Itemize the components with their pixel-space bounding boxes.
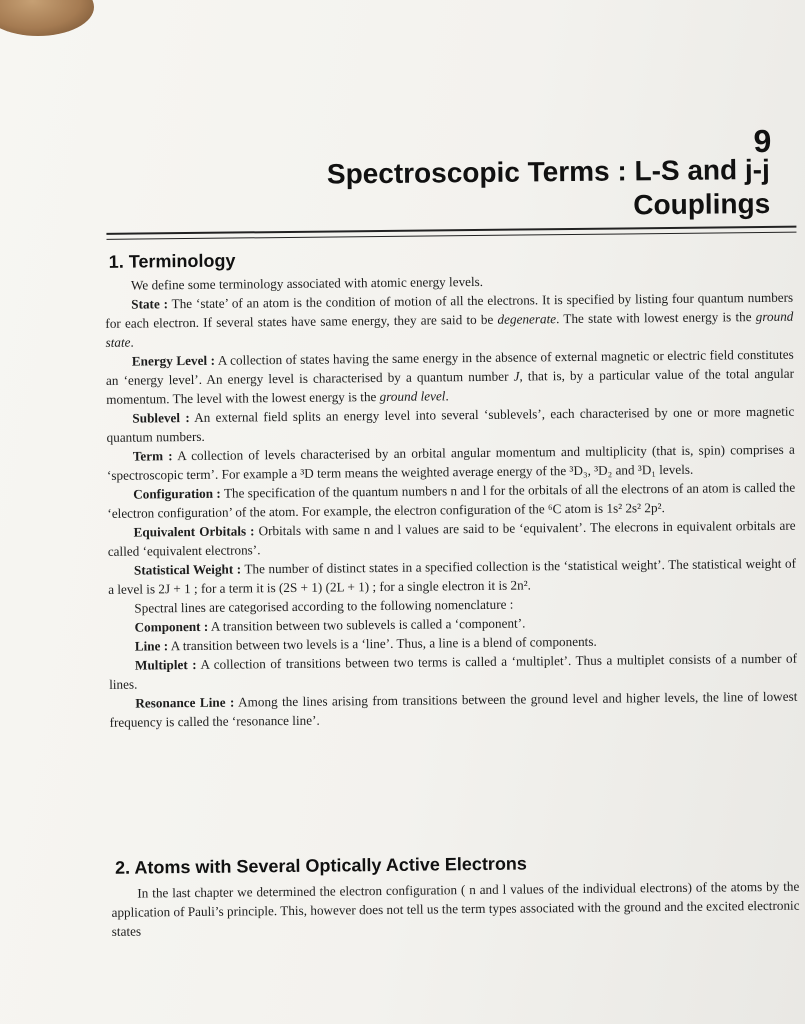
entry-term: Multiplet : — [134, 656, 197, 673]
entry-text: A transition between two sublevels is called a ‘component’. — [208, 615, 526, 634]
entry-text-end: . — [445, 388, 449, 404]
entry-text: A transition between two levels is a ‘line’. Thus, a line is a blend of components. — [168, 633, 597, 654]
entry-term: Component : — [134, 618, 209, 635]
nomenclature-resonance-line — [109, 687, 797, 732]
entry-emphasis-2: ground level — [379, 388, 446, 405]
entry-term: Term : — [132, 448, 173, 464]
book-page — [92, 0, 803, 1024]
section-2-heading: 2. Atoms with Several Optically Active Electrons — [114, 853, 527, 878]
entry-text: A collection of transitions between two terms is called a ‘multiplet’. Thus a multiplet consists of a number of lines. — [109, 650, 798, 692]
entry-term: State : — [131, 296, 169, 312]
entry-text: The ‘state’ of an atom is the condition of motion of all the electrons. It is specified by listing four quantum numbers for each electron. If several states have same energy, they are said to be — [105, 289, 794, 331]
chapter-title-line-1: Spectroscopic Terms : L-S and j-j — [326, 153, 770, 190]
entry-text: Among the lines arising from transitions between the ground level and higher levels, the line of lowest frequency is called the ‘resonance line’. — [109, 688, 798, 730]
entry-text-after: , that is, by a particular value of the total angular momentum. The level with the lowest energy is the — [106, 365, 795, 407]
chapter-title-line-2: Couplings — [633, 187, 771, 221]
intro-paragraph: We define some terminology associated with atomic energy levels. — [130, 273, 484, 293]
finger-photo-edge — [0, 0, 94, 36]
entry-energy-level — [106, 345, 795, 409]
entry-emphasis-2: ground state — [105, 308, 794, 350]
entry-text-end: . — [130, 334, 134, 350]
nomenclature-intro: Spectral lines are categorised according to the following nomenclature : — [134, 596, 514, 616]
entry-text: An external field splits an energy level into several ‘sublevels’, each characterised by one or more magnetic quantum numbers. — [106, 403, 795, 445]
entry-term: Line : — [134, 638, 169, 654]
entry-text: A collection of states having the same energy in the absence of external magnetic or electric field constitutes an ‘energy level’. An energy level is characterised by a quantum number — [105, 346, 794, 388]
section-2-paragraph: In the last chapter we determined the electron configuration ( n and l values of the individual electrons) of the atoms by the application of Pauli’s principle. This, however does not tell us the term types associated with the ground and the excited electronic states — [111, 878, 800, 939]
section-2-body — [111, 877, 800, 941]
entry-term: Statistical Weight : — [133, 561, 242, 578]
section-1-body — [105, 269, 798, 732]
entry-term: Equivalent Orbitals : — [133, 523, 255, 540]
entry-emphasis: J — [513, 368, 520, 384]
entry-text: A collection of levels characterised by an orbital angular momentum and multiplicity (that is, spin) comprises a ‘spectroscopic term’. For example a ³D term means the weighted average energy of the ³D₃, ³D₂ and ³D₁ levels. — [106, 441, 795, 483]
entry-term: Configuration : — [133, 485, 221, 502]
section-1-heading: 1. Terminology — [108, 250, 236, 272]
entry-state — [105, 288, 794, 352]
entry-term: Energy Level : — [131, 352, 216, 369]
entry-emphasis: degenerate — [497, 311, 557, 327]
chapter-title — [327, 153, 771, 226]
entry-text: Orbitals with same n and l values are said to be ‘equivalent’. The elecrons in equivalent orbitals are called ‘equivalent electrons’. — [107, 517, 796, 559]
entry-text: The number of distinct states in a specified collection is the ‘statistical weight’. The statistical weight of a level is 2J + 1 ; for a term it is (2S + 1) (2L + 1) ; for a single electron it is 2n². — [108, 555, 797, 597]
chapter-number: 9 — [753, 122, 772, 160]
entry-term: Sublevel : — [132, 410, 190, 426]
entry-text: The specification of the quantum numbers n and l for the orbitals of all the electrons of an atom is called the ‘electron configuration’ of the atom. For example, the electron configuration of the ⁶C atom is 1s² 2s² 2p². — [107, 479, 796, 521]
entry-term: Resonance Line : — [135, 694, 235, 711]
entry-text-after: . The state with lowest energy is the — [556, 309, 756, 327]
